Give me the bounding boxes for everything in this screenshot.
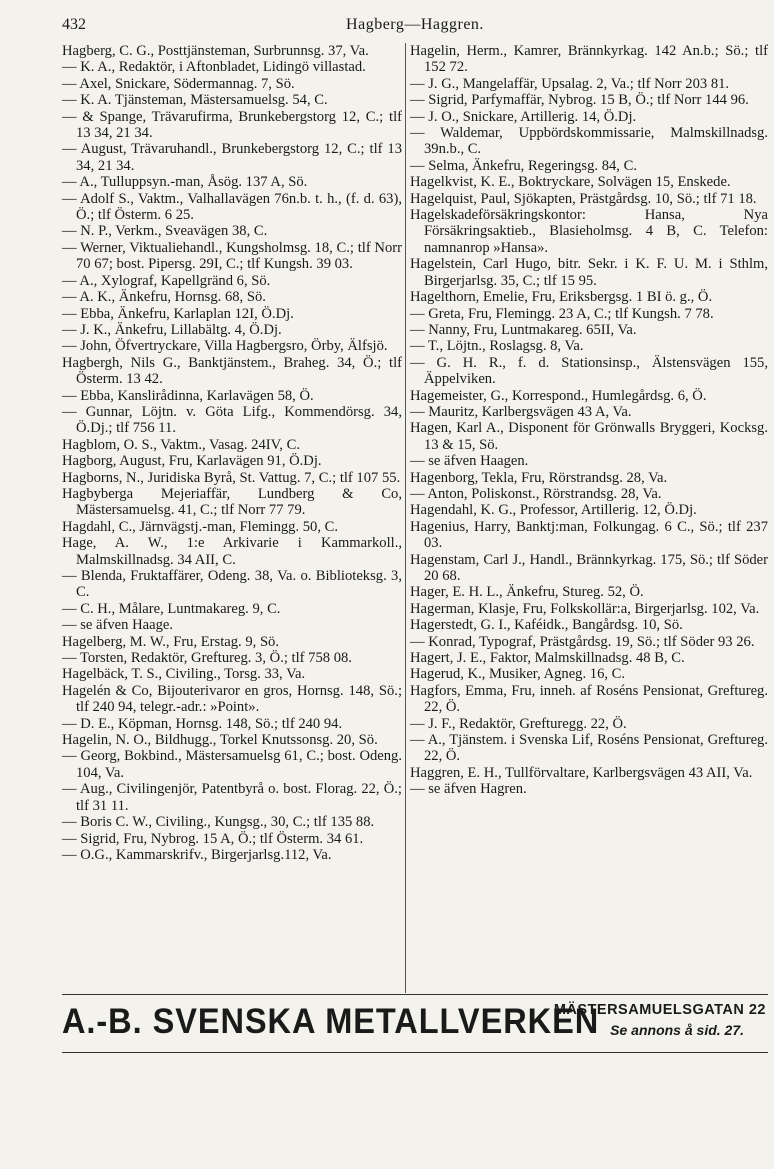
directory-entry: Hagendahl, K. G., Professor, Artillerig. 12, Ö.Dj. (410, 502, 697, 519)
directory-entry: Hagerstedt, G. I., Kaféidk., Bangårdsg. 10, Sö. (410, 617, 683, 634)
directory-entry: Hagborg, August, Fru, Karlavägen 91, Ö.Dj. (62, 453, 322, 470)
directory-entry: — Gunnar, Löjtn. v. Göta Lifg., Kommendörsg. 34, Ö.Dj.; tlf 756 11. (62, 403, 402, 437)
directory-entry: — Aug., Civilingenjör, Patentbyrå o. bost. Florag. 22, Ö.; tlf 31 11. (62, 781, 402, 814)
directory-entry: — Selma, Änkefru, Regeringsg. 84, C. (410, 157, 637, 174)
directory-entry: — Anton, Poliskonst., Rörstrandsg. 28, Va. (410, 485, 662, 502)
advertisement (62, 998, 768, 1052)
directory-entry: — & Spange, Trävarufirma, Brunkebergstorg 12, C.; tlf 13 34, 21 34. (62, 108, 402, 142)
directory-entry: Haggren, E. H., Tullförvaltare, Karlbergsvägen 43 AII, Va. (410, 764, 753, 781)
directory-entry: — A., Tulluppsyn.-man, Åsög. 137 A, Sö. (62, 174, 308, 191)
directory-entry: — Sigrid, Parfymaffär, Nybrog. 15 B, Ö.; tlf Norr 144 96. (410, 92, 749, 109)
directory-entry: — Ebba, Kanslirådinna, Karlavägen 58, Ö. (62, 387, 314, 404)
directory-entry: Hagelin, Herm., Kamrer, Brännkyrkag. 142 An.b.; Sö.; tlf 152 72. (410, 43, 768, 76)
directory-entry: Hagenstam, Carl J., Handl., Brännkyrkag. 175, Sö.; tlf Söder 20 68. (410, 551, 768, 584)
directory-entry: — K. A., Redaktör, i Aftonbladet, Lidingö villastad. (62, 59, 366, 76)
directory-entry: Hager, E. H. L., Änkefru, Stureg. 52, Ö. (410, 584, 644, 601)
directory-entry: Hagelkvist, K. E., Boktryckare, Solvägen 15, Enskede. (410, 174, 731, 191)
directory-entry: Hagelthorn, Emelie, Fru, Eriksbergsg. 1 BI ö. g., Ö. (410, 289, 713, 306)
directory-entry: — Axel, Snickare, Södermannag. 7, Sö. (62, 75, 295, 92)
directory-entry: Hagelbäck, T. S., Civiling., Torsg. 33, Va. (62, 666, 306, 683)
page-number: 432 (62, 16, 86, 33)
directory-entry: Hagert, J. E., Faktor, Malmskillnadsg. 48 B, C. (410, 650, 685, 667)
directory-entry: Hagemeister, G., Korrespond., Humlegårdsg. 6, Ö. (410, 387, 707, 404)
directory-entry: — J. F., Redaktör, Grefturegg. 22, Ö. (410, 715, 627, 732)
directory-entry: Hagelskadeförsäkringskontor: Hansa, Nya Försäkringsaktieb., Blasieholmsg. 4 B, C. Telefon: namnanrop »Hansa». (410, 207, 768, 256)
advert-page-reference: Se annons å sid. 27. (610, 1022, 744, 1038)
directory-entry: Hagelquist, Paul, Sjökapten, Prästgårdsg. 10, Sö.; tlf 71 18. (410, 190, 757, 207)
directory-entry: — Werner, Viktualiehandl., Kungsholmsg. 18, C.; tlf Norr 70 67; bost. Pipersg. 29I, C.; tlf Kungsh. 39 03. (62, 239, 402, 273)
directory-entry: Hagelén & Co, Bijouterivaror en gros, Hornsg. 148, Sö.; tlf 240 94, telegr.-adr.: »Point». (62, 682, 402, 716)
directory-entry: Hagelstein, Carl Hugo, bitr. Sekr. i K. F. U. M. i Sthlm, Birgerjarlsg. 35, C.; tlf 15 95. (410, 256, 768, 289)
directory-entry: Hagen, Karl A., Disponent för Grönwalls Bryggeri, Kocksg. 13 & 15, Sö. (410, 420, 768, 453)
directory-entry: Hagelin, N. O., Bildhugg., Torkel Knutssonsg. 20, Sö. (62, 732, 378, 749)
advert-company-name: A.-B. SVENSKA METALLVERKEN (62, 1002, 600, 1041)
directory-entry: — O.G., Kammarskrifv., Birgerjarlsg.112, Va. (62, 846, 332, 863)
directory-entry: Hagberg, C. G., Posttjänsteman, Surbrunnsg. 37, Va. (62, 43, 369, 59)
directory-entry: — John, Öfvertryckare, Villa Hagbergsro, Örby, Älfsjö. (62, 338, 388, 355)
directory-entry: — N. P., Verkm., Sveavägen 38, C. (62, 223, 268, 240)
directory-entry: — J. G., Mangelaffär, Upsalag. 2, Va.; tlf Norr 203 81. (410, 75, 730, 92)
directory-entry: — Sigrid, Fru, Nybrog. 15 A, Ö.; tlf Österm. 34 61. (62, 830, 364, 847)
directory-entry: — A., Xylograf, Kapellgränd 6, Sö. (62, 272, 271, 289)
directory-entry: — Waldemar, Uppbördskommissarie, Malmskillnadsg. 39n.b., C. (410, 125, 768, 158)
directory-entry: — D. E., Köpman, Hornsg. 148, Sö.; tlf 240 94. (62, 715, 343, 732)
directory-entry: Hagborns, N., Juridiska Byrå, St. Vattug. 7, C.; tlf 107 55. (62, 469, 401, 486)
directory-entry: — A. K., Änkefru, Hornsg. 68, Sö. (62, 289, 266, 306)
directory-entry: — C. H., Målare, Luntmakareg. 9, C. (62, 600, 281, 617)
directory-entry: Hagdahl, C., Järnvägstj.-man, Flemingg. 50, C. (62, 518, 339, 535)
directory-entry: — Nanny, Fru, Luntmakareg. 65II, Va. (410, 321, 637, 338)
directory-entry: Hagenius, Harry, Banktj:man, Folkungag. 6 C., Sö.; tlf 237 03. (410, 518, 768, 552)
directory-entry: — se äfven Haagen. (410, 453, 529, 470)
advert-address: MÄSTERSAMUELSGATAN 22 (553, 1002, 766, 1018)
directory-entry: — Boris C. W., Civiling., Kungsg., 30, C.; tlf 135 88. (62, 814, 375, 831)
directory-entry: — J. O., Snickare, Artillerig. 14, Ö.Dj. (410, 108, 637, 125)
directory-entry: Hagelberg, M. W., Fru, Erstag. 9, Sö. (62, 633, 280, 650)
directory-entry: — Ebba, Änkefru, Karlaplan 12I, Ö.Dj. (62, 305, 294, 322)
directory-entry: — Adolf S., Vaktm., Valhallavägen 76n.b. t. h., (f. d. 63), Ö.; tlf Österm. 6 25. (62, 190, 402, 224)
directory-entry: — August, Trävaruhandl., Brunkebergstorg 12, C.; tlf 13 34, 21 34. (62, 141, 402, 174)
directory-entry: — G. H. R., f. d. Stationsinsp., Älstensvägen 155, Äppelviken. (410, 354, 768, 388)
directory-entry: Hagbergh, Nils G., Banktjänstem., Braheg. 34, Ö.; tlf Österm. 13 42. (62, 354, 402, 388)
directory-entry: Hagerman, Klasje, Fru, Folkskollär:a, Birgerjarlsg. 102, Va. (410, 600, 760, 617)
right-column (410, 43, 768, 798)
directory-entry: — se äfven Hagren. (410, 781, 527, 798)
directory-entry: Hagblom, O. S., Vaktm., Vasag. 24IV, C. (62, 436, 300, 453)
directory-entry: Hagerud, K., Musiker, Agneg. 16, C. (410, 666, 626, 683)
directory-entry: — Mauritz, Karlbergsvägen 43 A, Va. (410, 403, 632, 420)
directory-entry: Hage, A. W., 1:e Arkivarie i Kammarkoll., Malmskillnadsg. 34 AII, C. (62, 535, 402, 568)
directory-entry: — K. A. Tjänsteman, Mästersamuelsg. 54, C. (62, 92, 328, 109)
page-header (62, 16, 768, 38)
left-column (62, 43, 402, 863)
directory-entry: — Georg, Bokbind., Mästersamuelsg 61, C.; bost. Odeng. 104, Va. (62, 748, 402, 781)
page-title: Hagberg—Haggren. (346, 16, 484, 33)
directory-entry: — T., Löjtn., Roslagsg. 8, Va. (410, 338, 584, 355)
directory-entry: Hagenborg, Tekla, Fru, Rörstrandsg. 28, Va. (410, 469, 668, 486)
directory-entry: — Konrad, Typograf, Prästgårdsg. 19, Sö.; tlf Söder 93 26. (410, 633, 755, 650)
advert-top-rule (62, 994, 768, 995)
directory-entry: — A., Tjänstem. i Svenska Lif, Roséns Pensionat, Greftureg. 22, Ö. (410, 732, 768, 765)
directory-entry: — J. K., Änkefru, Lillabältg. 4, Ö.Dj. (62, 321, 282, 338)
directory-entry: Hagbyberga Mejeriaffär, Lundberg & Co, Mästersamuelsg. 41, C.; tlf Norr 77 79. (62, 485, 402, 519)
column-divider (405, 43, 406, 993)
advert-bottom-rule (62, 1052, 768, 1053)
directory-entry: — Blenda, Fruktaffärer, Odeng. 38, Va. o. Biblioteksg. 3, C. (62, 568, 402, 601)
directory-entry: — se äfven Haage. (62, 617, 174, 634)
directory-entry: Hagfors, Emma, Fru, inneh. af Roséns Pensionat, Greftureg. 22, Ö. (410, 682, 768, 716)
directory-entry: — Torsten, Redaktör, Greftureg. 3, Ö.; tlf 758 08. (62, 650, 352, 667)
directory-entry: — Greta, Fru, Flemingg. 23 A, C.; tlf Kungsh. 7 78. (410, 305, 714, 322)
